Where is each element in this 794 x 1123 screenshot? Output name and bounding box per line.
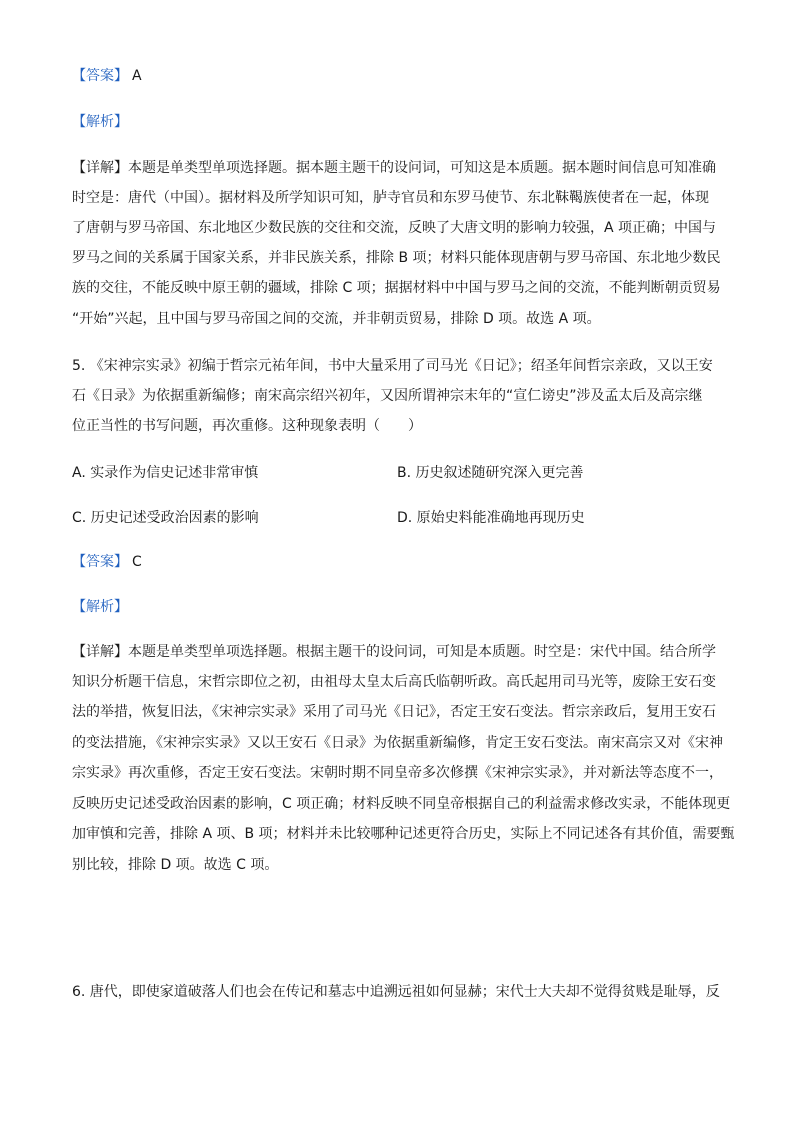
q5-option-b: B. 历史叙述随研究深入更完善 bbox=[397, 465, 584, 481]
analysis-label: 【解析】 bbox=[72, 114, 128, 130]
q4-detail-line: 罗马之间的关系属于国家关系，并非民族关系，排除 B 项；材料只能体现唐朝与罗马帝国、东北地少数民 bbox=[72, 250, 721, 266]
q5-detail-line: 法的举措，恢复旧法，《宋神宗实录》采用了司马光《日记》，否定王安石变法。哲宗亲政后，复用王安石 bbox=[72, 704, 716, 720]
q5-detail-line: 知识分析题干信息，宋哲宗即位之初，由祖母太皇太后高氏临朝听政。高氏起用司马光等，废除王安石变 bbox=[72, 674, 716, 690]
q5-option-a: A. 实录作为信史记述非常审慎 bbox=[72, 465, 259, 481]
q6-stem-line: 6. 唐代，即使家道破落人们也会在传记和墓志中追溯远祖如何显赫；宋代士大夫却不觉得贫贱是耻辱，反 bbox=[72, 984, 720, 1000]
q4-detail-line: “开始”兴起，且中国与罗马帝国之间的交流，并非朝贡贸易，排除 D 项。故选 A 项。 bbox=[72, 311, 601, 327]
q5-detail-line: 的变法措施，《宋神宗实录》又以王安石《日录》为依据重新编修，肯定王安石变法。南宋高宗又对《宋神 bbox=[72, 735, 723, 751]
q4-analysis-heading bbox=[72, 113, 128, 131]
q4-detail-line: 族的交往，不能反映中原王朝的疆域，排除 C 项；据据材料中中国与罗马之间的交流，不能判断朝贡贸易 bbox=[72, 280, 721, 296]
q5-stem-line: 位正当性的书写问题，再次重修。这种现象表明（ ） bbox=[72, 418, 422, 434]
q5-stem-line: 石《日录》为依据重新编修；南宋高宗绍兴初年，又因所谓神宗末年的“宣仁谤史”涉及孟太后及高宗继 bbox=[72, 388, 703, 404]
q4-detail-line: 【详解】本题是单类型单项选择题。据本题主题干的设问词，可知这是本质题。据本题时间信息可知准确 bbox=[72, 160, 716, 176]
q5-detail-line: 别比较，排除 D 项。故选 C 项。 bbox=[72, 857, 279, 873]
q4-answer bbox=[72, 67, 142, 85]
answer-label: 【答案】 bbox=[72, 554, 128, 570]
analysis-label: 【解析】 bbox=[72, 599, 128, 615]
answer-value: C bbox=[132, 554, 142, 570]
q5-detail-line: 加审慎和完善，排除 A 项、B 项；材料并未比较哪种记述更符合历史，实际上不同记述各有其价值，需要甄 bbox=[72, 826, 735, 842]
q5-detail-line: 反映历史记述受政治因素的影响，C 项正确；材料反映不同皇帝根据自己的利益需求修改实录，不能体现更 bbox=[72, 796, 731, 812]
q4-detail-line: 时空是：唐代（中国）。据材料及所学知识可知，胪寺官员和东罗马使节、东北靺鞨族使者在一起，体现 bbox=[72, 190, 709, 206]
q5-stem-line: 5. 《宋神宗实录》初编于哲宗元祐年间，书中大量采用了司马光《日记》；绍圣年间哲宗亲政，又以王安 bbox=[72, 358, 713, 374]
q5-option-c: C. 历史记述受政治因素的影响 bbox=[72, 510, 259, 526]
q5-answer bbox=[72, 553, 142, 571]
q5-analysis-heading bbox=[72, 598, 128, 616]
q4-detail-line: 了唐朝与罗马帝国、东北地区少数民族的交往和交流，反映了大唐文明的影响力较强，A 项正确；中国与 bbox=[72, 220, 717, 236]
answer-label: 【答案】 bbox=[72, 68, 128, 84]
q5-detail-line: 【详解】本题是单类型单项选择题。根据主题干的设问词，可知是本质题。时空是：宋代中国。结合所学 bbox=[72, 644, 716, 660]
q5-option-d: D. 原始史料能准确地再现历史 bbox=[397, 510, 585, 526]
q5-detail-line: 宗实录》再次重修，否定王安石变法。宋朝时期不同皇帝多次修撰《宋神宗实录》，并对新法等态度不一， bbox=[72, 765, 723, 781]
answer-value: A bbox=[132, 68, 142, 84]
